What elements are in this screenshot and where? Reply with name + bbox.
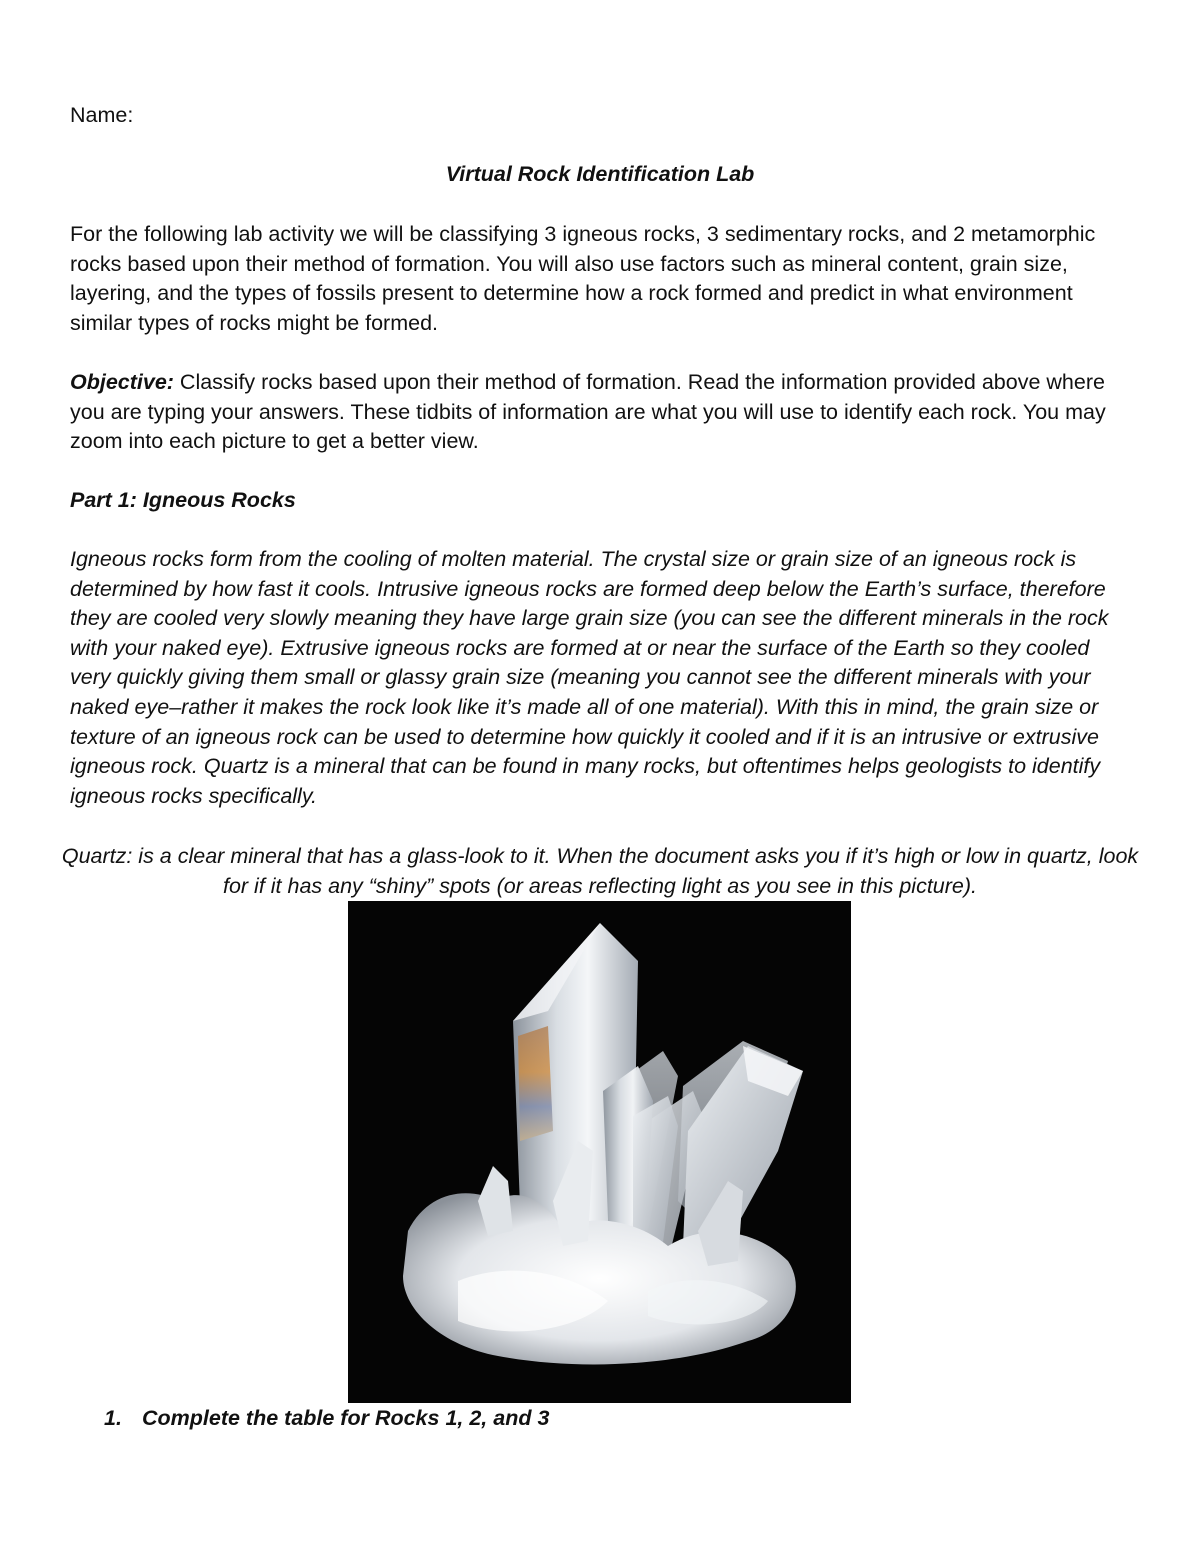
objective-paragraph bbox=[70, 368, 1130, 457]
objective-label: Objective: bbox=[70, 370, 174, 394]
objective-text: Classify rocks based upon their method of formation. Read the information provided above where you are typing your answers. These tidbits of information are what you will use to identify each rock. You may zoom into each picture to get a better view. bbox=[70, 370, 1106, 454]
quartz-crystal-photo bbox=[348, 901, 851, 1403]
question-1 bbox=[104, 1404, 549, 1434]
question-1-text: Complete the table for Rocks 1, 2, and 3 bbox=[142, 1406, 550, 1430]
intro-paragraph: For the following lab activity we will be classifying 3 igneous rocks, 3 sedimentary rocks, and 2 metamorphic rocks based upon their method of formation. You will also use factors such as mineral content, grain size, layering, and the types of fossils present to determine how a rock formed and predict in what environment similar types of rocks might be formed. bbox=[70, 222, 1096, 335]
question-1-number: 1. bbox=[104, 1406, 122, 1430]
quartz-note: Quartz: is a clear mineral that has a glass-look to it. When the document asks you if it’s high or low in quartz, look for if it has any “shiny” spots (or areas reflecting light as you see in this picture). bbox=[61, 844, 1139, 898]
part1-heading: Part 1: Igneous Rocks bbox=[70, 488, 296, 512]
igneous-description: Igneous rocks form from the cooling of molten material. The crystal size or grain size of an igneous rock is determined by how fast it cools. Intrusive igneous rocks are formed deep below the Earth’s surface, therefore they are cooled very slowly meaning they have large grain size (you can see the different minerals in the rock with your naked eye). Extrusive igneous rocks are formed at or near the surface of the Earth so they cooled very quickly giving them small or glassy grain size (meaning you cannot see the different minerals with your naked eye–rather it makes the rock look like it’s made all of one material). With this in mind, the grain size or texture of an igneous rock can be used to determine how quickly it cooled and if it is an intrusive or extrusive igneous rock. Quartz is a mineral that can be found in many rocks, but oftentimes helps geologists to identify igneous rocks specifically. bbox=[70, 547, 1109, 808]
quartz-crystal-illustration bbox=[348, 901, 851, 1403]
page-title: Virtual Rock Identification Lab bbox=[445, 162, 755, 186]
name-label: Name: bbox=[70, 103, 134, 127]
